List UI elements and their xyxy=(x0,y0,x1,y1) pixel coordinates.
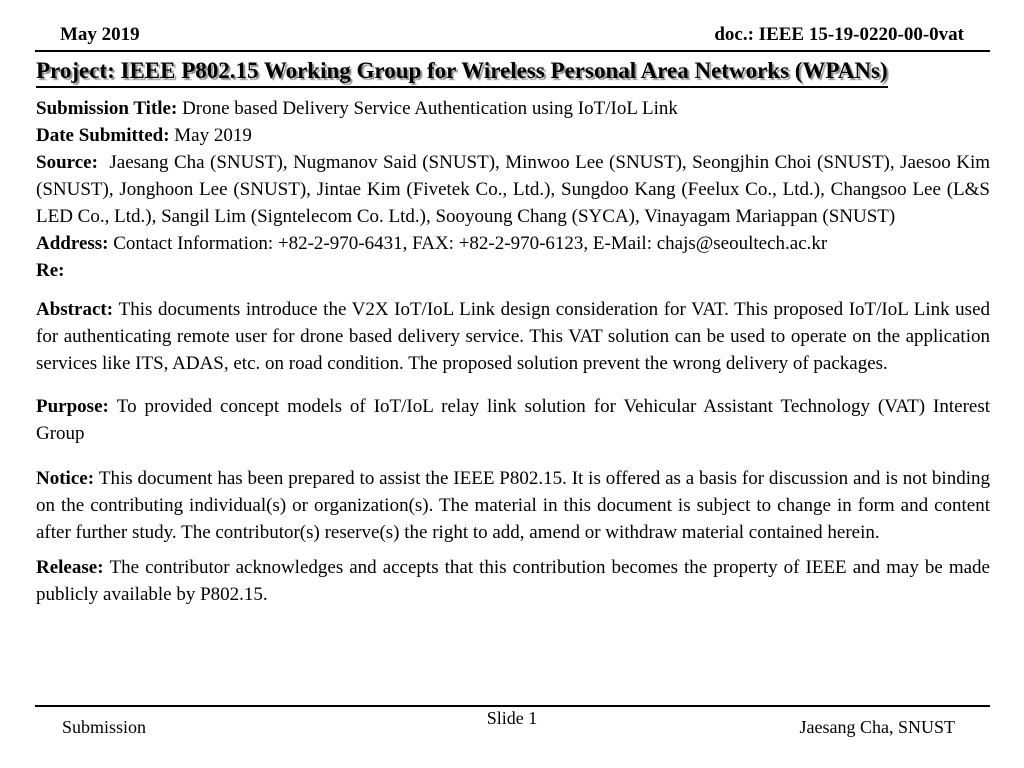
section-release-text: The contributor acknowledges and accepts that this contribution becomes the property of IEEE and may be made publicly available by P802.15. xyxy=(36,557,990,605)
header-doc-number: doc.: IEEE 15-19-0220-00-0vat xyxy=(714,24,964,45)
field-source-value: Jaesang Cha (SNUST), Nugmanov Said (SNUST), Minwoo Lee (SNUST), Seongjhin Choi (SNUST), Jaesoo Kim (SNUST), Jonghoon Lee (SNUST), Jintae Kim (Fivetek Co., Ltd.), Sungdoo Kang (Feelux Co., Ltd.), Changsoo Lee (L&S LED Co., Ltd.), Sangil Lim (Signtelecom Co. Ltd.), Sooyoung Chang (SYCA), Vinayagam Mariappan (SNUST) xyxy=(36,152,991,227)
section-abstract xyxy=(36,296,990,377)
field-address-value: Contact Information: +82-2-970-6431, FAX: +82-2-970-6123, E-Mail: chajs@seoultech.ac.kr xyxy=(113,233,828,254)
section-purpose xyxy=(36,393,990,447)
section-notice-text: This document has been prepared to assist the IEEE P802.15. It is offered as a basis for discussion and is not binding on the contributing individual(s) or organization(s). The material in this document is subject to change in form and content after further study. The contributor(s) reserve(s) the right to add, amend or withdraw material contained herein. xyxy=(36,468,990,543)
section-purpose-text: To provided concept models of IoT/IoL relay link solution for Vehicular Assistant Technology (VAT) Interest Group xyxy=(36,396,991,444)
footer-slide-number: Slide 1 xyxy=(486,708,538,728)
page-title: Project: IEEE P802.15 Working Group for Wireless Personal Area Networks (WPANs) xyxy=(36,57,888,88)
field-date-submitted-value: May 2019 xyxy=(174,125,252,146)
field-source-label: Source: xyxy=(36,152,104,173)
section-release-label: Release: xyxy=(36,557,110,578)
field-date-submitted-label: Date Submitted: xyxy=(36,125,175,146)
section-purpose-label: Purpose: xyxy=(36,396,117,417)
field-submission-title-label: Submission Title: xyxy=(36,98,183,119)
section-release xyxy=(36,554,990,608)
slide-content xyxy=(36,57,990,608)
section-abstract-label: Abstract: xyxy=(36,299,119,320)
footer-submission-label: Submission xyxy=(62,717,147,737)
field-address-label: Address: xyxy=(36,233,114,254)
field-submission-title-value: Drone based Delivery Service Authentication using IoT/IoL Link xyxy=(182,98,678,119)
field-submission-title xyxy=(36,95,990,122)
section-notice xyxy=(36,465,990,546)
field-source xyxy=(36,149,990,230)
section-notice-label: Notice: xyxy=(36,468,99,489)
field-address xyxy=(36,230,990,257)
field-re-label: Re: xyxy=(36,260,65,281)
header-date: May 2019 xyxy=(60,24,140,45)
footer-author: Jaesang Cha, SNUST xyxy=(799,717,955,737)
section-abstract-text: This documents introduce the V2X IoT/IoL Link design consideration for VAT. This proposed IoT/IoL Link used for authenticating remote user for drone based delivery service. This VAT solution can be used to operate on the application services like ITS, ADAS, etc. on road condition. The proposed solution prevent the wrong delivery of packages. xyxy=(36,299,990,374)
page-header xyxy=(60,24,964,46)
header-divider xyxy=(35,50,990,52)
field-re xyxy=(36,257,990,284)
field-date-submitted xyxy=(36,122,990,149)
